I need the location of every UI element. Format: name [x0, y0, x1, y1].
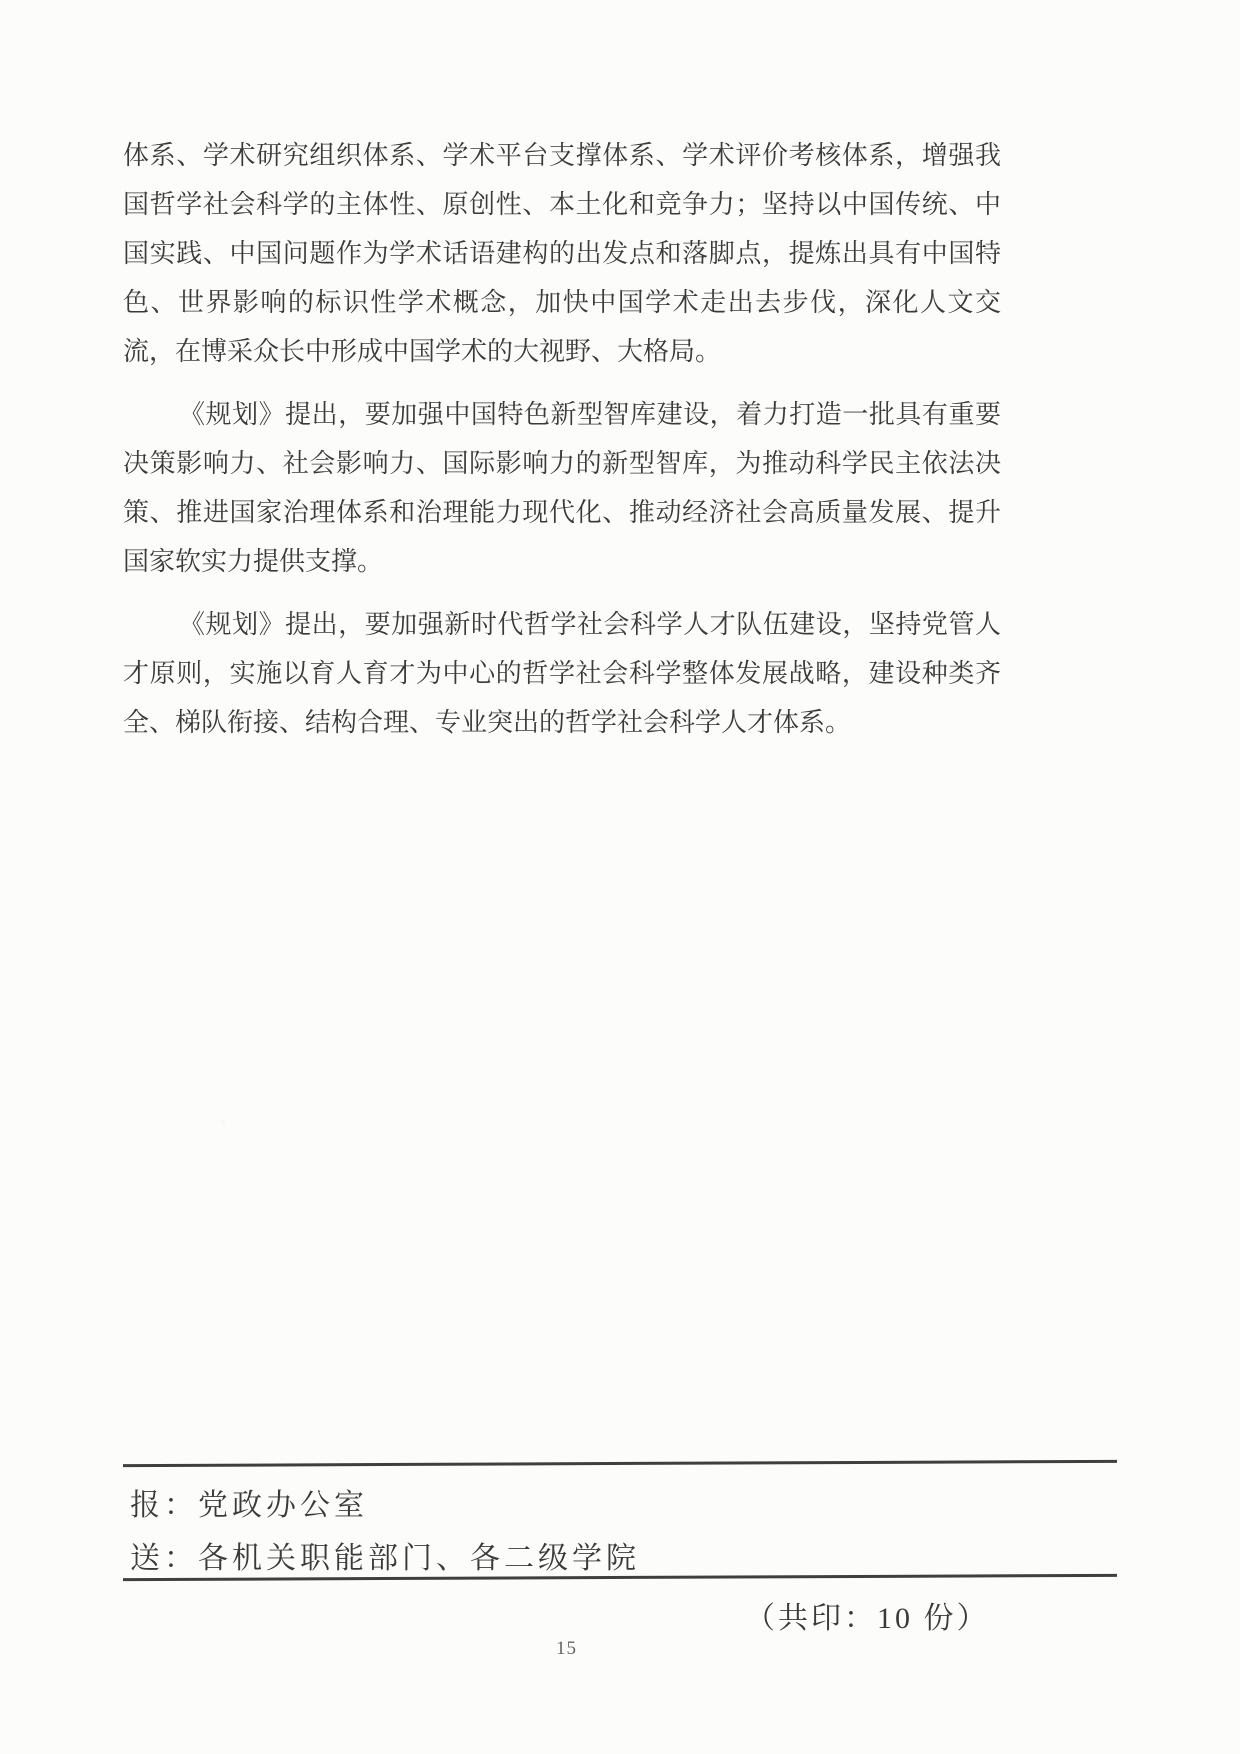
- page-number: 15: [556, 1638, 577, 1659]
- body-line: 《规划》提出，要加强新时代哲学社会科学人才队伍建设，坚持党管人: [179, 610, 1001, 639]
- body-line: 决策影响力、社会影响力、国际影响力的新型智库，为推动科学民主依法决: [123, 449, 1001, 478]
- paragraph-2: [123, 390, 1001, 586]
- body-line: 全、梯队衔接、结构合理、专业突出的哲学社会科学人才体系。: [123, 708, 852, 737]
- body-line: 流，在博采众长中形成中国学术的大视野、大格局。: [123, 337, 722, 366]
- body-line: 色、世界影响的标识性学术概念，加快中国学术走出去步伐，深化人文交: [123, 288, 1001, 317]
- body-line: 国实践、中国问题作为学术话语建构的出发点和落脚点，提炼出具有中国特: [123, 239, 1001, 268]
- footer-report-line: 报：党政办公室: [130, 1489, 368, 1522]
- body-line: 策、推进国家治理体系和治理能力现代化、推动经济社会高质量发展、提升: [123, 498, 1001, 527]
- body-line: 国家软实力提供支撑。: [123, 547, 384, 576]
- body-line: 国哲学社会科学的主体性、原创性、本土化和竞争力；坚持以中国传统、中: [123, 190, 1001, 219]
- paragraph-1: [123, 131, 1001, 376]
- document-body: [123, 131, 1001, 747]
- copies-count-note: （共印：10 份）: [745, 1602, 990, 1635]
- body-line: 《规划》提出，要加强中国特色新型智库建设，着力打造一批具有重要: [179, 400, 1001, 429]
- paragraph-3: [123, 600, 1001, 747]
- body-line: 才原则，实施以育人育才为中心的哲学社会科学整体发展战略，建设种类齐: [123, 659, 1001, 688]
- body-line: 体系、学术研究组织体系、学术平台支撑体系、学术评价考核体系，增强我: [123, 141, 1001, 170]
- footer-send-line: 送：各机关职能部门、各二级学院: [130, 1542, 640, 1575]
- footer-separator-rule-top: [123, 1460, 1117, 1467]
